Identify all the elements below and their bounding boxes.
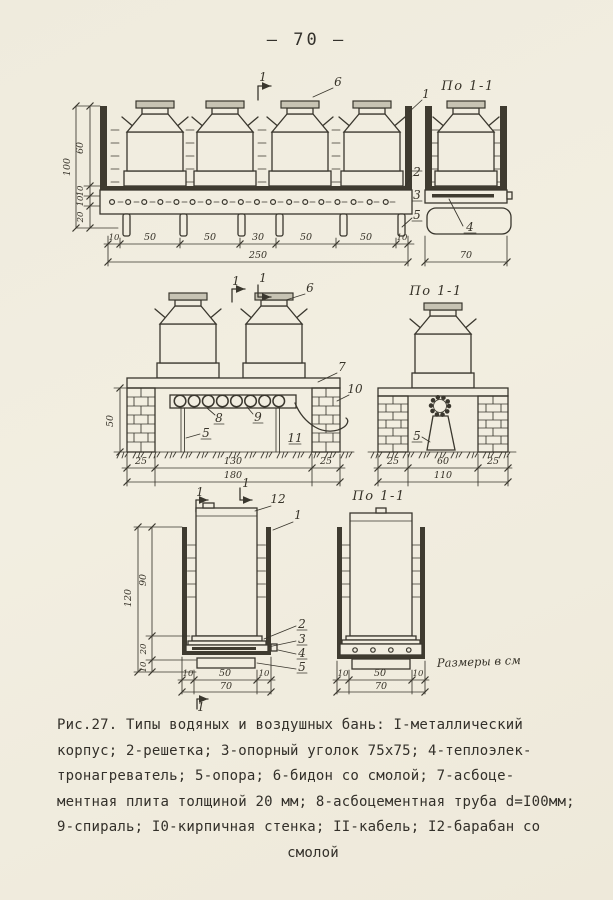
caption-line: Рис.27. Типы водяных и воздушных бань: I-металлический xyxy=(57,717,523,733)
units-note: Размеры в см xyxy=(436,653,521,670)
dim-label: 90 xyxy=(138,573,149,587)
dim-label: 25 xyxy=(319,456,333,467)
milk-can xyxy=(410,303,476,388)
cut-mark xyxy=(232,271,271,302)
brick-pier xyxy=(312,388,340,452)
part-label-angle: 3 xyxy=(413,188,421,202)
dim-label: 10 xyxy=(139,661,149,673)
dim-label: 20 xyxy=(139,643,149,655)
part-label-heater: 4 xyxy=(466,220,474,234)
caption-line: тронагреватель; 5-опора; 6-бидон со смолой; 7-асбоце- xyxy=(57,768,515,784)
resin-drum xyxy=(196,508,257,636)
part-label-heater: 4 xyxy=(298,646,306,660)
cut-mark-label: 1 xyxy=(259,70,267,84)
resin-drum xyxy=(350,513,412,636)
tank-right-wall xyxy=(405,106,412,188)
caption-line: 9-спираль; I0-кирпичная стенка; II-кабель; I2-барабан со xyxy=(57,819,541,835)
part-label-slab: 7 xyxy=(338,360,346,374)
caption-line: корпус; 2-решетка; 3-опорный уголок 75х75; 4-теплоэлек- xyxy=(57,742,532,759)
milk-can xyxy=(155,293,221,378)
part-label-cable: 11 xyxy=(287,431,303,445)
part-label-support: 5 xyxy=(298,660,306,674)
stand xyxy=(197,658,255,668)
dim-label: 20 xyxy=(76,211,86,223)
dim-label: 100 xyxy=(62,157,73,177)
coil-support xyxy=(427,416,455,450)
cut-mark-label: 1 xyxy=(232,274,240,288)
cut-mark-label: 1 xyxy=(196,485,204,499)
part-label-tank: 1 xyxy=(294,508,302,522)
section-title: По 1-1 xyxy=(441,79,495,94)
section-title: По 1-1 xyxy=(409,284,463,299)
dim-label: 250 xyxy=(248,250,268,261)
dimension-bottom xyxy=(122,454,345,486)
dim-label: 10 xyxy=(396,233,408,243)
dim-label: 25 xyxy=(486,456,500,467)
cut-mark-label: 1 xyxy=(242,476,250,490)
part-label-grate: 2 xyxy=(298,617,306,631)
tube-supports xyxy=(181,408,280,452)
figure-middle-air-bath xyxy=(105,271,516,486)
figure-bottom-drum-bath xyxy=(123,476,521,714)
dim-label: 50 xyxy=(373,668,387,679)
dim-label: 50 xyxy=(359,232,373,243)
part-label-can: 6 xyxy=(306,281,314,295)
dim-label: 10 xyxy=(76,185,86,197)
figure-caption xyxy=(57,713,575,866)
page-number: — 70 — xyxy=(266,30,347,50)
dim-label: 25 xyxy=(134,456,148,467)
heating-element xyxy=(432,194,494,198)
asbestos-slab xyxy=(127,378,340,388)
dim-label: 25 xyxy=(386,456,400,467)
cut-mark-label: 1 xyxy=(197,700,205,714)
part-label-tube: 8 xyxy=(215,411,223,425)
dim-label: 30 xyxy=(251,232,265,243)
dim-label: 180 xyxy=(223,470,243,481)
section-title: По 1-1 xyxy=(352,489,406,504)
dim-label: 10 xyxy=(337,669,349,679)
milk-can xyxy=(433,101,499,186)
brick-pier xyxy=(378,396,408,452)
part-label-tank: 1 xyxy=(422,87,430,101)
caption-line: смолой xyxy=(287,844,339,861)
figure-bottom-section xyxy=(333,489,429,696)
part-label-support: 5 xyxy=(413,429,421,443)
dim-label: 50 xyxy=(218,668,232,679)
dim-label: 70 xyxy=(374,681,388,692)
part-label-can: 6 xyxy=(334,75,342,89)
dim-label: 110 xyxy=(433,470,453,481)
figure-top-section xyxy=(425,101,512,234)
brick-pier xyxy=(127,388,155,452)
dim-label: 10 xyxy=(258,669,270,679)
heating-element xyxy=(192,647,256,650)
cut-mark xyxy=(258,70,271,100)
milk-can xyxy=(241,293,307,378)
dim-label: 50 xyxy=(299,232,313,243)
dimension-bottom xyxy=(104,232,511,266)
dim-label: 120 xyxy=(123,588,134,608)
dim-label: 60 xyxy=(436,456,450,467)
dim-label: 10 xyxy=(76,195,86,207)
part-label-angle: 3 xyxy=(298,632,306,646)
milk-can xyxy=(192,101,258,186)
brick-pier xyxy=(478,396,508,452)
dim-label: 70 xyxy=(459,250,473,261)
dim-label: 10 xyxy=(182,669,194,679)
part-label-brick-wall: 10 xyxy=(347,382,363,396)
cut-mark-label: 1 xyxy=(259,271,267,285)
dim-label: 50 xyxy=(143,232,157,243)
dim-label: 60 xyxy=(75,141,86,155)
dim-label: 50 xyxy=(105,414,116,428)
milk-can xyxy=(267,101,333,186)
dim-label: 10 xyxy=(412,669,424,679)
part-label-grate: 2 xyxy=(413,165,421,179)
figure-middle-section xyxy=(368,284,516,486)
tank-right-wall xyxy=(266,527,271,655)
coil-end-view xyxy=(434,400,447,413)
dimension-left xyxy=(105,385,126,456)
part-label-support: 5 xyxy=(413,208,421,222)
part-label-coil: 9 xyxy=(254,410,262,424)
dim-label: 70 xyxy=(219,681,233,692)
part-label-drum: 12 xyxy=(270,492,286,506)
dimension-bottom xyxy=(178,657,275,714)
tank-left-wall xyxy=(100,106,107,188)
figure-top-water-bath xyxy=(62,70,512,266)
caption-line: ментная плита толщиной 20 мм; 8-асбоцементная труба d=I00мм; xyxy=(57,793,575,810)
dim-label: 10 xyxy=(108,233,120,243)
dim-label: 50 xyxy=(203,232,217,243)
milk-can xyxy=(339,101,405,186)
part-label-support: 5 xyxy=(202,426,210,440)
dim-label: 130 xyxy=(223,456,243,467)
milk-can xyxy=(122,101,188,186)
